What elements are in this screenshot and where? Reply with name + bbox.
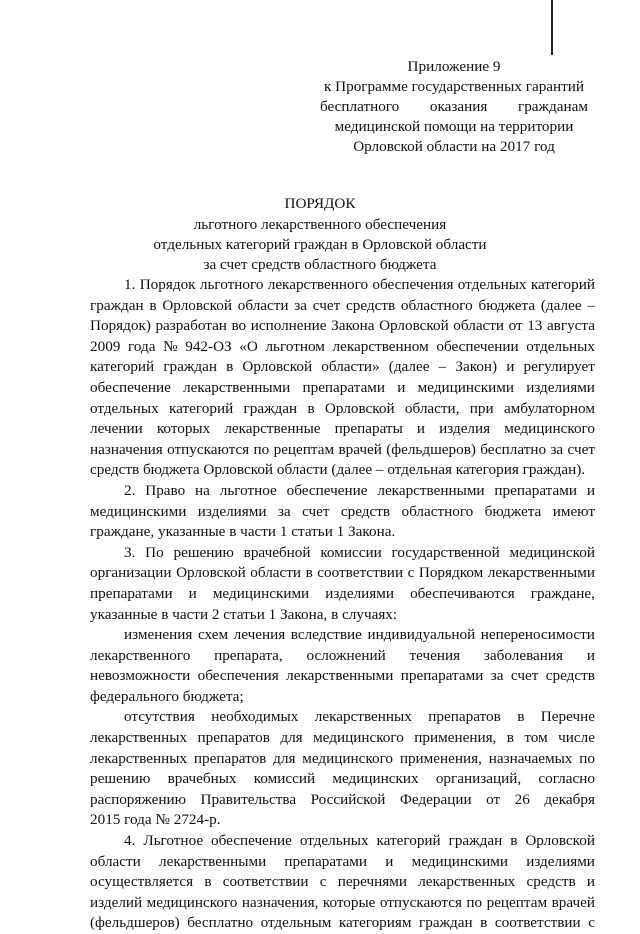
appendix-line: медицинской помощи на территории: [334, 118, 574, 135]
text-line: категорий граждан в Орловской области» (далее – Закон) и регулирует: [90, 358, 595, 376]
text-line: изделий медицинского назначения, которые отпускаются по рецептам врачей: [90, 893, 595, 911]
text-line: лекарственных препаратов для медицинского применения, назначаемых по: [90, 749, 595, 767]
text-line: 1. Порядок льготного лекарственного обеспечения отдельных категорий: [124, 276, 595, 293]
paragraph: [90, 831, 595, 934]
text-line: лечении которых лекарственные препараты и изделия медицинского: [90, 420, 595, 438]
text-line: 3. По решению врачебной комиссии государственной медицинской: [124, 543, 595, 561]
scan-margin-line: [551, 0, 553, 55]
text-line: 4. Льготное обеспечение отдельных категорий граждан в Орловской: [124, 832, 595, 850]
appendix-line: бесплатного оказания гражданам: [320, 98, 588, 115]
text-line: области лекарственными препаратами и медицинскими изделиями: [90, 852, 595, 870]
subtitle-line: льготного лекарственного обеспечения: [193, 216, 447, 233]
appendix-line: к Программе государственных гарантий: [323, 78, 585, 95]
text-line: организации Орловской области в соответствии с Порядком лекарственными: [90, 564, 595, 582]
paragraph: [90, 275, 595, 481]
text-line: Порядок) разработан во исполнение Закона Орловской области от 13 августа: [90, 317, 595, 335]
paragraph: [90, 543, 595, 625]
text-line: назначения отпускаются по рецептам врачей (фельдшеров) бесплатно за счет: [90, 440, 595, 458]
text-line: отдельных категорий граждан в Орловской области, при амбулаторном: [90, 399, 595, 417]
text-line: лекарственных препаратов для медицинского применения, в том числе: [90, 729, 595, 747]
document-title-block: [80, 194, 560, 275]
text-line: 2015 года № 2724-р.: [90, 811, 221, 829]
document-heading: ПОРЯДОК: [284, 195, 356, 212]
paragraph: [90, 707, 595, 831]
text-line: (фельдшеров) бесплатно отдельным категориям граждан в соответствии с: [90, 914, 595, 932]
appendix-line: Орловской области на 2017 год: [353, 138, 555, 155]
text-line: препаратами и медицинскими изделиями обеспечиваются граждане,: [90, 584, 595, 602]
subtitle-line: отдельных категорий граждан в Орловской области: [153, 236, 487, 253]
text-line: средств бюджета Орловской области (далее – отдельная категория граждан).: [90, 461, 586, 479]
document-body: [90, 275, 595, 934]
paragraph: [90, 625, 595, 707]
text-line: изменения схем лечения вследствие индивидуальной непереносимости: [124, 626, 595, 644]
paragraph: [90, 481, 595, 543]
subtitle-line: за счет средств областного бюджета: [203, 256, 437, 273]
appendix-header: [320, 57, 588, 157]
text-line: федерального бюджета;: [90, 687, 244, 705]
document-subtitle: [80, 215, 560, 275]
text-line: осуществляется в соответствии с перечнями лекарственных средств и: [90, 873, 595, 891]
text-line: граждан в Орловской области за счет средств областного бюджета (далее –: [90, 296, 595, 314]
text-line: медицинскими изделиями за счет средств областного бюджета имеют: [90, 502, 595, 520]
text-line: распоряжению Правительства Российской Федерации от 26 декабря: [90, 790, 595, 808]
appendix-line: Приложение 9: [407, 58, 501, 75]
text-line: 2. Право на льготное обеспечение лекарственными препаратами и: [124, 481, 595, 499]
text-line: граждане, указанные в части 1 статьи 1 Закона.: [90, 523, 396, 541]
text-line: обеспечение лекарственными препаратами и медицинскими изделиями: [90, 378, 595, 396]
text-line: лекарственного препарата, осложнений течения заболевания и: [90, 646, 595, 664]
text-line: невозможности обеспечения лекарственными препаратами за счет средств: [90, 667, 595, 685]
text-line: указанные в части 2 статьи 1 Закона, в случаях:: [90, 605, 398, 623]
text-line: 2009 года № 942-ОЗ «О льготном лекарственном обеспечении отдельных: [90, 337, 595, 355]
text-line: решению врачебных комиссий медицинских организаций, согласно: [90, 770, 595, 788]
text-line: отсутствия необходимых лекарственных препаратов в Перечне: [124, 708, 595, 726]
